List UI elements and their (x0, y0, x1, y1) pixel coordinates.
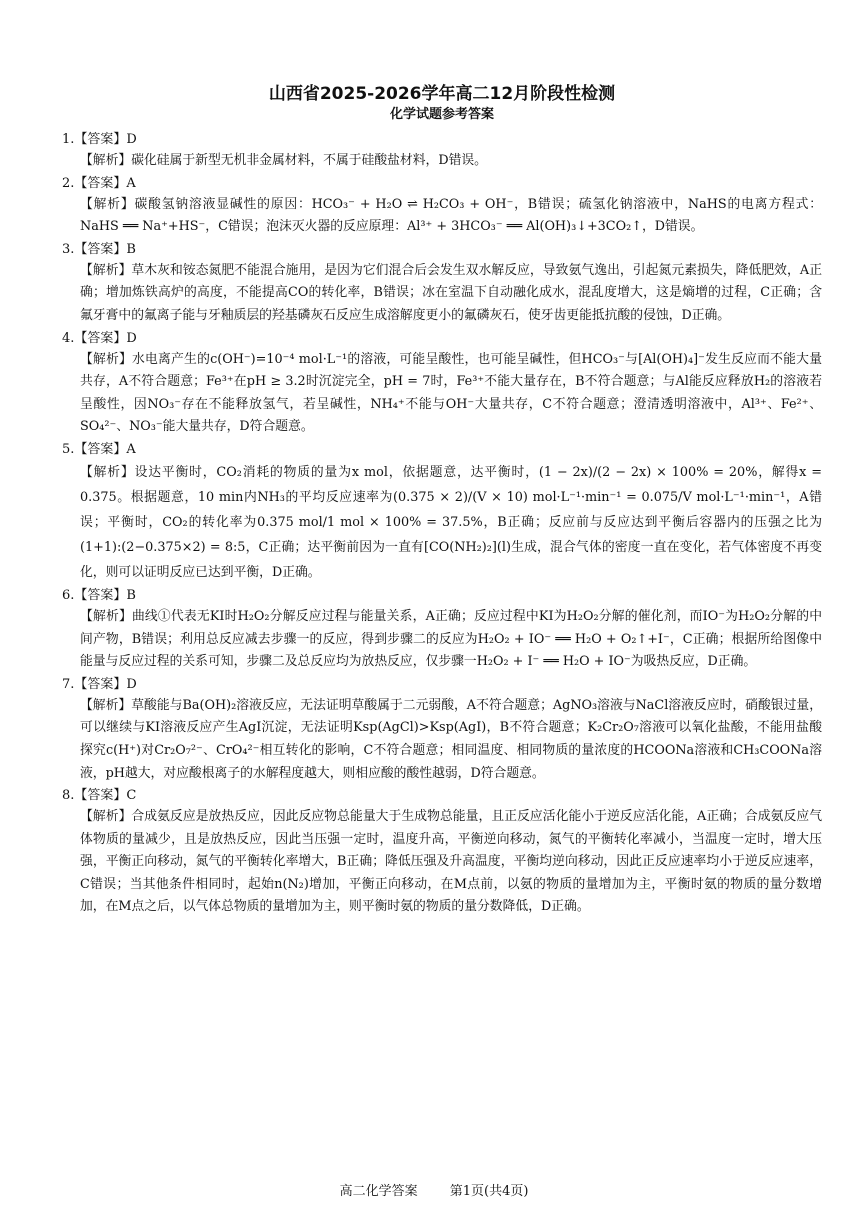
answer-line: 7.【答案】D (62, 676, 137, 692)
answer-line: 8.【答案】C (62, 788, 137, 804)
answer-line: 2.【答案】A (62, 175, 136, 191)
footer-subject: 高二化学答案 (339, 1184, 418, 1199)
explanation: 【解析】草木灰和铵态氮肥不能混合施用，是因为它们混合后会发生双水解反应，导致氨气逸出，引起氮元素损失，降低肥效，A正确；增加炼铁高炉的高度，不能提高CO的转化率，B错误；冰在室温下自动融化成水，混乱度增大，这是熵增的过程，C正确；含氟牙膏中的氟离子能与牙釉质层的羟基磷灰石反应生成溶解度更小的氟磷灰石，使牙齿更能抵抗酸的侵蚀，D正确。 (80, 262, 822, 323)
question-4 (62, 329, 822, 439)
explanation: 【解析】合成氨反应是放热反应，因此反应物总能量大于生成物总能量，且正反应活化能小于逆反应活化能，A正确；合成氨反应气体物质的量减少，且是放热反应，因此当压强一定时，温度升高，平衡逆向移动，氮气的平衡转化率减小，当温度一定时，增大压强，平衡正向移动，氮气的平衡转化率增大，B正确；降低压强及升高温度，平衡均逆向移动，因此正反应速率均小于逆反应速率，C错误；当其他条件相同时，起始n(N₂)增加，平衡正向移动，在M点前，以氨的物质的量增加为主，平衡时氨的物质的量分数增加，在M点之后，以气体总物质的量增加为主，则平衡时氨的物质的量分数降低，D正确。 (80, 809, 822, 915)
question-6 (62, 586, 822, 674)
explanation: 【解析】设达平衡时，CO₂消耗的物质的量为x mol，依据题意，达平衡时，(1 − 2x)/(2 − 2x) × 100% = 20%，解得x = 0.375。根据题意，10 min内NH₃的平均反应速率为(0.375 × 2)/(V × 10) mol·L⁻¹·min⁻¹ = 0.075/V mol·L⁻¹·min⁻¹，A错误；平衡时，CO₂的转化率为0.375 mol/1 mol × 100% = 37.5%，B正确；反应前与反应达到平衡后容器内的压强之比为(1+1):(2−0.375×2) = 8:5，C正确；达平衡前因为一直有[CO(NH₂)₂](l)生成，混合气体的密度一直在变化，若气体密度不再变化，则可以证明反应已达到平衡，D正确。 (80, 464, 822, 580)
answer-line: 3.【答案】B (62, 241, 136, 257)
explanation: 【解析】水电离产生的c(OH⁻)=10⁻⁴ mol·L⁻¹的溶液，可能呈酸性，也可能呈碱性，但HCO₃⁻与[Al(OH)₄]⁻发生反应而不能大量共存，A不符合题意；Fe³⁺在pH ≥ 3.2时沉淀完全，pH = 7时，Fe³⁺不能大量存在，B不符合题意；与Al能反应释放H₂的溶液若呈酸性，因NO₃⁻存在不能释放氢气，若呈碱性，NH₄⁺不能与OH⁻大量共存，C不符合题意；澄清透明溶液中，Al³⁺、Fe²⁺、SO₄²⁻、NO₃⁻能大量共存，D符合题意。 (80, 351, 822, 435)
explanation: 【解析】碳化硅属于新型无机非金属材料，不属于硅酸盐材料，D错误。 (80, 153, 487, 168)
answer-line: 4.【答案】D (62, 330, 137, 346)
question-5 (62, 440, 822, 585)
question-8 (62, 786, 822, 919)
question-2 (62, 174, 822, 239)
page-footer (0, 1183, 868, 1201)
page-title: 山西省2025-2026学年高二12月阶段性检测 (268, 84, 616, 104)
question-3 (62, 240, 822, 328)
explanation: 【解析】曲线①代表无KI时H₂O₂分解反应过程与能量关系，A正确；反应过程中KI为H₂O₂分解的催化剂，而IO⁻为H₂O₂分解的中间产物，B错误；利用总反应减去步骤一的反应，得到步骤二的反应为H₂O₂ + IO⁻ ══ H₂O + O₂↑+I⁻，C正确；根据所给图像中能量与反应过程的关系可知，步骤二及总反应均为放热反应，仅步骤一H₂O₂ + I⁻ ══ H₂O + IO⁻为吸热反应，D正确。 (80, 608, 822, 670)
footer-page-number: 第1页(共4页) (449, 1184, 529, 1199)
explanation: 【解析】碳酸氢钠溶液显碱性的原因：HCO₃⁻ + H₂O ⇌ H₂CO₃ + OH⁻，B错误；硫氢化钠溶液中，NaHS的电离方程式：NaHS ══ Na⁺+HS⁻，C错误；泡沫灭火器的反应原理：Al³⁺ + 3HCO₃⁻ ══ Al(OH)₃↓+3CO₂↑，D错误。 (80, 196, 822, 235)
explanation: 【解析】草酸能与Ba(OH)₂溶液反应，无法证明草酸属于二元弱酸，A不符合题意；AgNO₃溶液与NaCl溶液反应时，硝酸银过量，可以继续与KI溶液反应产生AgI沉淀，无法证明Ksp(AgCl)>Ksp(AgI)，B不符合题意；K₂Cr₂O₇溶液可以氧化盐酸，不能用盐酸探究c(H⁺)对Cr₂O₇²⁻、CrO₄²⁻相互转化的影响，C不符合题意；相同温度、相同物质的量浓度的HCOONa溶液和CH₃COONa溶液，pH越大，对应酸根离子的水解程度越大，则相应酸的酸性越弱，D符合题意。 (80, 697, 822, 781)
answer-line: 1.【答案】D (62, 132, 137, 147)
answer-line: 6.【答案】B (62, 587, 136, 603)
answer-line: 5.【答案】A (62, 441, 136, 457)
question-7 (62, 675, 822, 785)
question-1 (62, 130, 822, 173)
page-subtitle: 化学试题参考答案 (389, 107, 494, 122)
